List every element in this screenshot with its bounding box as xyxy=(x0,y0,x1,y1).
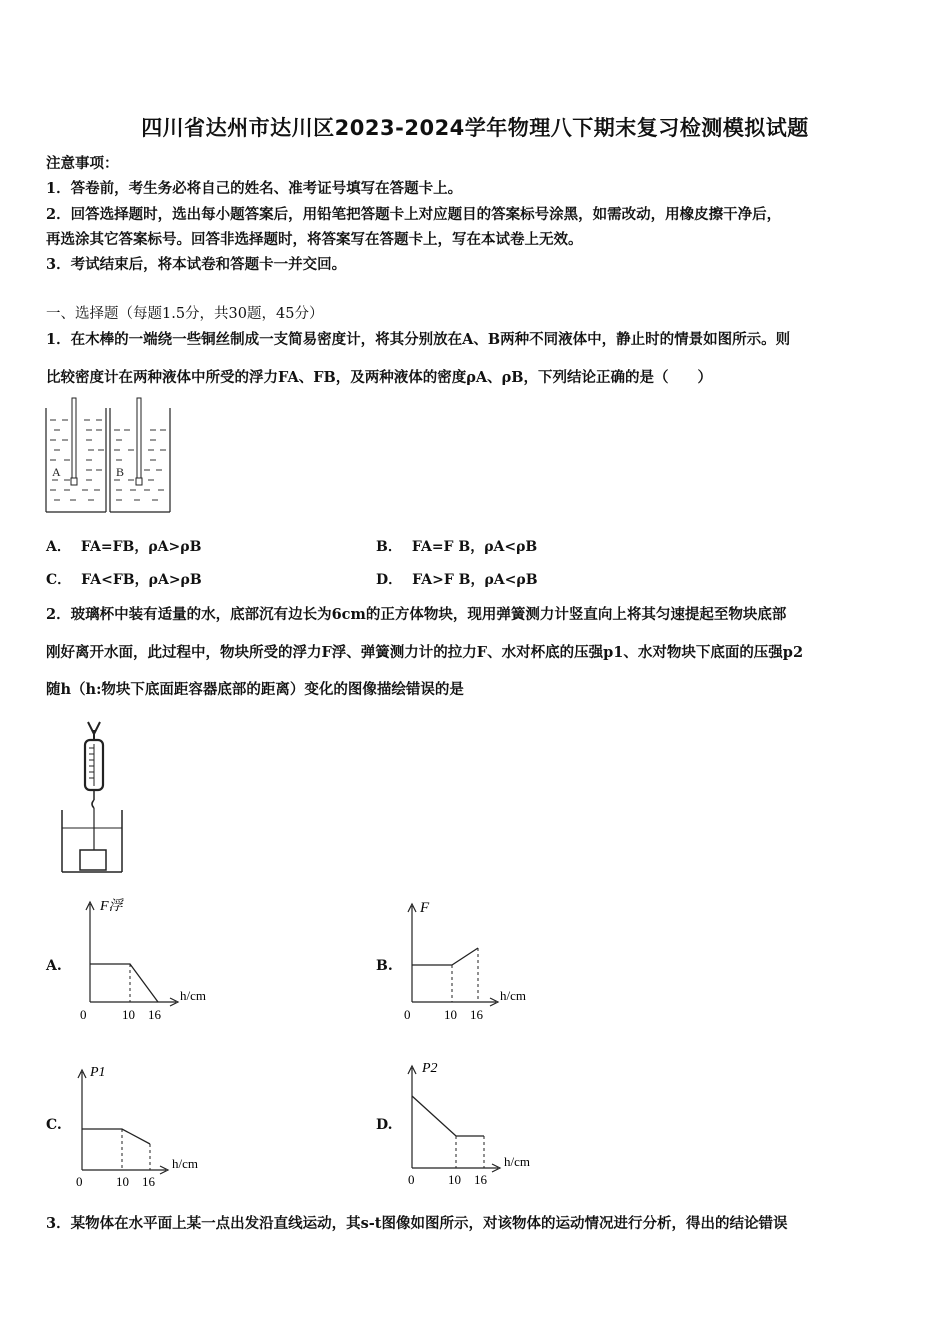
x-axis-label: h/cm xyxy=(504,1154,530,1169)
section-heading: 一、选择题（每题1.5分，共30题，45分） xyxy=(46,306,324,322)
beaker-b xyxy=(110,398,170,512)
graph-line xyxy=(82,1129,150,1144)
tick-10: 10 xyxy=(116,1174,129,1188)
notice-item-2: 2．回答选择题时，选出每小题答案后，用铅笔把答题卡上对应题目的答案标号涂黑，如需改动，用橡皮擦干净后， xyxy=(46,206,782,223)
q1-option-a[interactable] xyxy=(46,536,201,556)
q1-option-a-text: FA=FB，ρA>ρB xyxy=(80,539,202,555)
notice-item-2-cont: 再选涂其它答案标号。回答非选择题时，将答案写在答题卡上，写在本试卷上无效。 xyxy=(46,231,583,248)
origin-label: 0 xyxy=(80,1007,87,1022)
page-title: 四川省达州市达川区2023-2024学年物理八下期末复习检测模拟试题 xyxy=(141,116,809,140)
y-axis-label: F xyxy=(420,900,430,916)
graph-line xyxy=(90,964,158,1002)
notice-item-3: 3．考试结束后，将本试卷和答题卡一并交回。 xyxy=(46,256,347,273)
beaker-b-label: B xyxy=(116,465,125,479)
q1-option-c[interactable] xyxy=(46,569,202,589)
q2-graph-d-label: D. xyxy=(376,1117,393,1133)
y-axis-label: F浮 xyxy=(100,899,123,914)
q2-graph-a-label: A. xyxy=(46,958,62,974)
y-axis-label: P1 xyxy=(90,1065,106,1080)
q1-option-c-text: FA<FB，ρA>ρB xyxy=(81,572,202,588)
tick-10: 10 xyxy=(448,1172,461,1187)
q1-option-b[interactable] xyxy=(376,536,537,556)
notice-item-1: 1．答卷前，考生务必将自己的姓名、准考证号填写在答题卡上。 xyxy=(46,180,463,197)
tick-16: 16 xyxy=(142,1174,155,1188)
y-axis-label: P2 xyxy=(422,1061,438,1076)
q1-line-2: 比较密度计在两种液体中所受的浮力FA、FB，及两种液体的密度ρA、ρB，下列结论正确的是（ ） xyxy=(46,369,713,386)
tick-16: 16 xyxy=(474,1172,487,1187)
beaker-a xyxy=(46,398,106,512)
origin-label: 0 xyxy=(404,1007,411,1022)
q1-beakers-figure xyxy=(44,396,174,516)
graph-line xyxy=(412,1096,484,1136)
q3-line-1: 3．某物体在水平面上某一点出发沿直线运动，其s-t图像如图所示，对该物体的运动情况进行分析，得出的结论错误 xyxy=(46,1215,788,1232)
q1-option-d[interactable] xyxy=(376,569,538,589)
q2-graph-c[interactable] xyxy=(68,1056,218,1188)
x-axis-label: h/cm xyxy=(500,988,526,1003)
notice-heading: 注意事项： xyxy=(46,155,119,172)
q2-graph-d[interactable] xyxy=(398,1052,548,1188)
q2-line-2: 刚好离开水面，此过程中，物块所受的浮力F浮、弹簧测力计的拉力F、水对杯底的压强p1、水对物块下底面的压强p2 xyxy=(46,644,804,661)
q1-option-c-label: C． xyxy=(46,572,72,588)
origin-label: 0 xyxy=(76,1174,83,1188)
q1-option-b-label: B． xyxy=(376,539,402,555)
tick-16: 16 xyxy=(470,1007,483,1022)
x-axis-label: h/cm xyxy=(180,988,206,1003)
q2-line-3: 随h（h:物块下底面距容器底部的距离）变化的图像描绘错误的是 xyxy=(46,681,464,698)
tick-16: 16 xyxy=(148,1007,161,1022)
beaker-a-label: A xyxy=(52,465,61,479)
q2-graph-b-label: B. xyxy=(376,958,393,974)
origin-label: 0 xyxy=(408,1172,415,1187)
q1-option-b-text: FA=F B，ρA<ρB xyxy=(411,539,538,555)
x-axis-label: h/cm xyxy=(172,1156,198,1171)
graph-line xyxy=(412,948,478,965)
q1-line-1: 1．在木棒的一端绕一些铜丝制成一支简易密度计，将其分别放在A、B两种不同液体中，静止时的情景如图所示。则 xyxy=(46,331,791,348)
tick-10: 10 xyxy=(444,1007,457,1022)
q2-line-1: 2．玻璃杯中装有适量的水，底部沉有边长为6cm的正方体物块，现用弹簧测力计竖直向上将其匀速提起至物块底部 xyxy=(46,606,787,623)
q1-option-d-text: FA>F B，ρA<ρB xyxy=(412,572,538,588)
q1-option-d-label: D． xyxy=(376,572,403,588)
q2-spring-scale-figure xyxy=(52,716,132,876)
q2-graph-b[interactable] xyxy=(396,892,546,1022)
q1-option-a-label: A． xyxy=(46,539,71,555)
q2-graph-a[interactable] xyxy=(74,892,224,1022)
tick-10: 10 xyxy=(122,1007,135,1022)
q2-graph-c-label: C. xyxy=(46,1117,62,1133)
